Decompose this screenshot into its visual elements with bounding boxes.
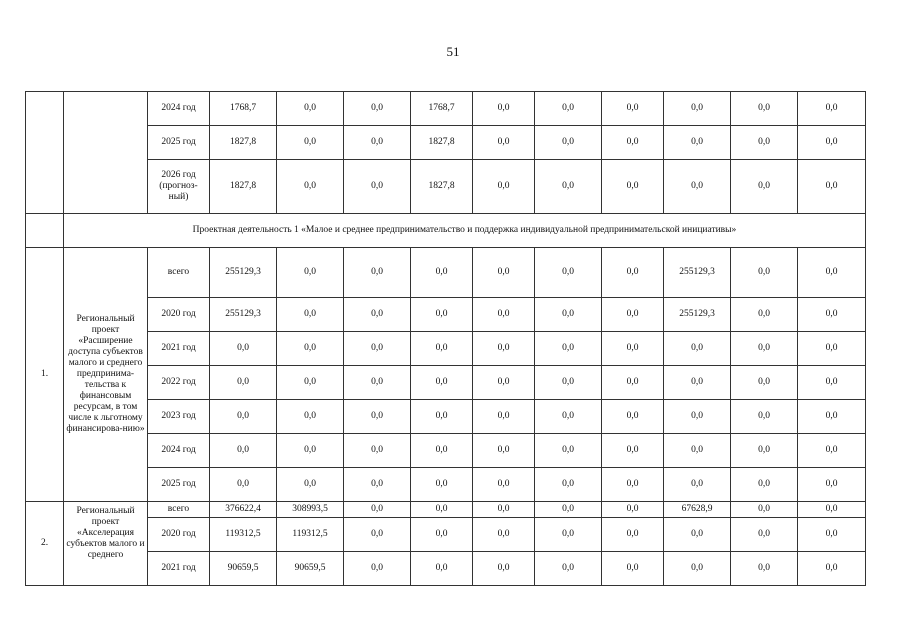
value-cell: 1827,8 <box>210 160 277 214</box>
value-cell: 0,0 <box>798 366 866 400</box>
value-cell: 0,0 <box>664 160 731 214</box>
value-cell: 0,0 <box>210 434 277 468</box>
period-cell: 2020 год <box>148 518 210 552</box>
value-cell: 0,0 <box>731 160 798 214</box>
value-cell: 0,0 <box>664 468 731 502</box>
period-cell: 2020 год <box>148 298 210 332</box>
table-row <box>26 366 866 400</box>
value-cell: 255129,3 <box>664 248 731 298</box>
period-cell: 2022 год <box>148 366 210 400</box>
value-cell: 0,0 <box>473 434 535 468</box>
value-cell: 0,0 <box>277 92 344 126</box>
value-cell: 0,0 <box>602 248 664 298</box>
value-cell: 0,0 <box>798 332 866 366</box>
value-cell: 0,0 <box>602 126 664 160</box>
value-cell: 0,0 <box>731 92 798 126</box>
value-cell: 0,0 <box>411 502 473 518</box>
value-cell: 0,0 <box>473 92 535 126</box>
value-cell: 0,0 <box>798 468 866 502</box>
value-cell: 119312,5 <box>277 518 344 552</box>
value-cell: 0,0 <box>798 502 866 518</box>
value-cell: 0,0 <box>535 126 602 160</box>
row-number-cell <box>26 92 64 214</box>
value-cell: 0,0 <box>798 160 866 214</box>
value-cell: 0,0 <box>411 552 473 586</box>
value-cell: 0,0 <box>473 468 535 502</box>
value-cell: 0,0 <box>535 92 602 126</box>
value-cell: 0,0 <box>602 298 664 332</box>
value-cell: 0,0 <box>731 298 798 332</box>
value-cell: 0,0 <box>411 366 473 400</box>
value-cell: 0,0 <box>344 298 411 332</box>
value-cell: 0,0 <box>731 248 798 298</box>
value-cell: 90659,5 <box>210 552 277 586</box>
value-cell: 0,0 <box>344 502 411 518</box>
period-cell: 2021 год <box>148 332 210 366</box>
table-row <box>26 248 866 298</box>
value-cell: 0,0 <box>731 400 798 434</box>
value-cell: 0,0 <box>664 552 731 586</box>
value-cell: 0,0 <box>277 248 344 298</box>
value-cell: 0,0 <box>344 248 411 298</box>
value-cell: 0,0 <box>277 126 344 160</box>
value-cell: 0,0 <box>473 298 535 332</box>
value-cell: 0,0 <box>473 366 535 400</box>
table-row <box>26 502 866 518</box>
value-cell: 0,0 <box>602 400 664 434</box>
period-cell: 2025 год <box>148 468 210 502</box>
period-cell: 2021 год <box>148 552 210 586</box>
value-cell: 90659,5 <box>277 552 344 586</box>
table-row <box>26 518 866 552</box>
value-cell: 0,0 <box>798 552 866 586</box>
value-cell: 0,0 <box>344 468 411 502</box>
value-cell: 0,0 <box>411 332 473 366</box>
value-cell: 0,0 <box>731 502 798 518</box>
value-cell: 0,0 <box>664 92 731 126</box>
value-cell: 0,0 <box>798 518 866 552</box>
value-cell: 0,0 <box>731 332 798 366</box>
value-cell: 1827,8 <box>411 160 473 214</box>
table-row <box>26 298 866 332</box>
value-cell: 0,0 <box>731 434 798 468</box>
table-row <box>26 126 866 160</box>
value-cell: 119312,5 <box>210 518 277 552</box>
value-cell: 0,0 <box>535 468 602 502</box>
value-cell: 0,0 <box>535 160 602 214</box>
budget-table <box>25 91 866 586</box>
value-cell: 1768,7 <box>411 92 473 126</box>
value-cell: 0,0 <box>344 126 411 160</box>
value-cell: 0,0 <box>535 366 602 400</box>
value-cell: 0,0 <box>798 126 866 160</box>
value-cell: 0,0 <box>344 160 411 214</box>
value-cell: 0,0 <box>664 126 731 160</box>
value-cell: 0,0 <box>798 434 866 468</box>
value-cell: 0,0 <box>344 332 411 366</box>
value-cell: 0,0 <box>344 518 411 552</box>
value-cell: 1768,7 <box>210 92 277 126</box>
value-cell: 0,0 <box>664 518 731 552</box>
value-cell: 0,0 <box>277 160 344 214</box>
value-cell: 255129,3 <box>210 298 277 332</box>
period-cell: 2026 год (прогноз-ный) <box>148 160 210 214</box>
value-cell: 0,0 <box>473 126 535 160</box>
value-cell: 0,0 <box>602 434 664 468</box>
value-cell: 0,0 <box>731 552 798 586</box>
value-cell: 0,0 <box>473 400 535 434</box>
value-cell: 0,0 <box>473 160 535 214</box>
section-row <box>26 214 866 248</box>
value-cell: 0,0 <box>411 248 473 298</box>
section-number-cell <box>26 214 64 248</box>
value-cell: 0,0 <box>344 400 411 434</box>
period-cell: всего <box>148 502 210 518</box>
value-cell: 0,0 <box>473 518 535 552</box>
value-cell: 0,0 <box>411 468 473 502</box>
value-cell: 0,0 <box>473 248 535 298</box>
value-cell: 0,0 <box>731 126 798 160</box>
period-cell: 2024 год <box>148 434 210 468</box>
value-cell: 0,0 <box>798 298 866 332</box>
value-cell: 0,0 <box>535 552 602 586</box>
value-cell: 0,0 <box>411 298 473 332</box>
table-row <box>26 468 866 502</box>
value-cell: 0,0 <box>798 248 866 298</box>
table-row <box>26 552 866 586</box>
value-cell: 0,0 <box>344 92 411 126</box>
value-cell: 0,0 <box>210 366 277 400</box>
value-cell: 255129,3 <box>664 298 731 332</box>
value-cell: 0,0 <box>535 298 602 332</box>
value-cell: 0,0 <box>602 160 664 214</box>
value-cell: 0,0 <box>535 332 602 366</box>
project-name: Региональный проект «Расширение доступа субъектов малого и среднего предпринима-тельства к финансовым ресурсам, в том числе к льготному финансирова-нию» <box>64 248 148 502</box>
table-row <box>26 434 866 468</box>
row-name-cell <box>64 92 148 214</box>
table-row <box>26 400 866 434</box>
value-cell: 0,0 <box>535 434 602 468</box>
table-row <box>26 332 866 366</box>
value-cell: 0,0 <box>664 434 731 468</box>
value-cell: 0,0 <box>344 552 411 586</box>
value-cell: 0,0 <box>602 332 664 366</box>
value-cell: 376622,4 <box>210 502 277 518</box>
value-cell: 0,0 <box>602 518 664 552</box>
value-cell: 0,0 <box>411 434 473 468</box>
value-cell: 0,0 <box>344 434 411 468</box>
value-cell: 0,0 <box>473 552 535 586</box>
value-cell: 0,0 <box>210 332 277 366</box>
value-cell: 0,0 <box>535 502 602 518</box>
page-number: 51 <box>446 44 460 59</box>
value-cell: 0,0 <box>731 366 798 400</box>
project-number: 2. <box>26 502 64 586</box>
value-cell: 0,0 <box>210 468 277 502</box>
value-cell: 0,0 <box>473 332 535 366</box>
value-cell: 0,0 <box>277 298 344 332</box>
project-name: Региональный проект «Акселерация субъектов малого и среднего <box>64 502 148 586</box>
value-cell: 0,0 <box>277 468 344 502</box>
value-cell: 0,0 <box>602 502 664 518</box>
value-cell: 0,0 <box>277 366 344 400</box>
period-cell: 2024 год <box>148 92 210 126</box>
value-cell: 308993,5 <box>277 502 344 518</box>
period-cell: 2025 год <box>148 126 210 160</box>
value-cell: 0,0 <box>664 400 731 434</box>
value-cell: 67628,9 <box>664 502 731 518</box>
value-cell: 0,0 <box>731 518 798 552</box>
value-cell: 0,0 <box>602 92 664 126</box>
value-cell: 0,0 <box>535 518 602 552</box>
value-cell: 255129,3 <box>210 248 277 298</box>
value-cell: 0,0 <box>798 400 866 434</box>
table-row <box>26 92 866 126</box>
value-cell: 0,0 <box>535 248 602 298</box>
section-title: Проектная деятельность 1 «Малое и среднее предпринимательство и поддержка индивидуальной предпринимательской инициативы» <box>64 214 866 248</box>
value-cell: 0,0 <box>277 400 344 434</box>
value-cell: 0,0 <box>344 366 411 400</box>
value-cell: 0,0 <box>473 502 535 518</box>
value-cell: 0,0 <box>277 434 344 468</box>
value-cell: 1827,8 <box>411 126 473 160</box>
project-number: 1. <box>26 248 64 502</box>
value-cell: 0,0 <box>411 400 473 434</box>
value-cell: 0,0 <box>602 366 664 400</box>
value-cell: 0,0 <box>602 468 664 502</box>
value-cell: 0,0 <box>798 92 866 126</box>
table-row <box>26 160 866 214</box>
period-cell: 2023 год <box>148 400 210 434</box>
value-cell: 0,0 <box>602 552 664 586</box>
value-cell: 0,0 <box>411 518 473 552</box>
value-cell: 0,0 <box>535 400 602 434</box>
value-cell: 0,0 <box>664 366 731 400</box>
value-cell: 0,0 <box>210 400 277 434</box>
value-cell: 0,0 <box>664 332 731 366</box>
value-cell: 0,0 <box>277 332 344 366</box>
value-cell: 1827,8 <box>210 126 277 160</box>
value-cell: 0,0 <box>731 468 798 502</box>
period-cell: всего <box>148 248 210 298</box>
